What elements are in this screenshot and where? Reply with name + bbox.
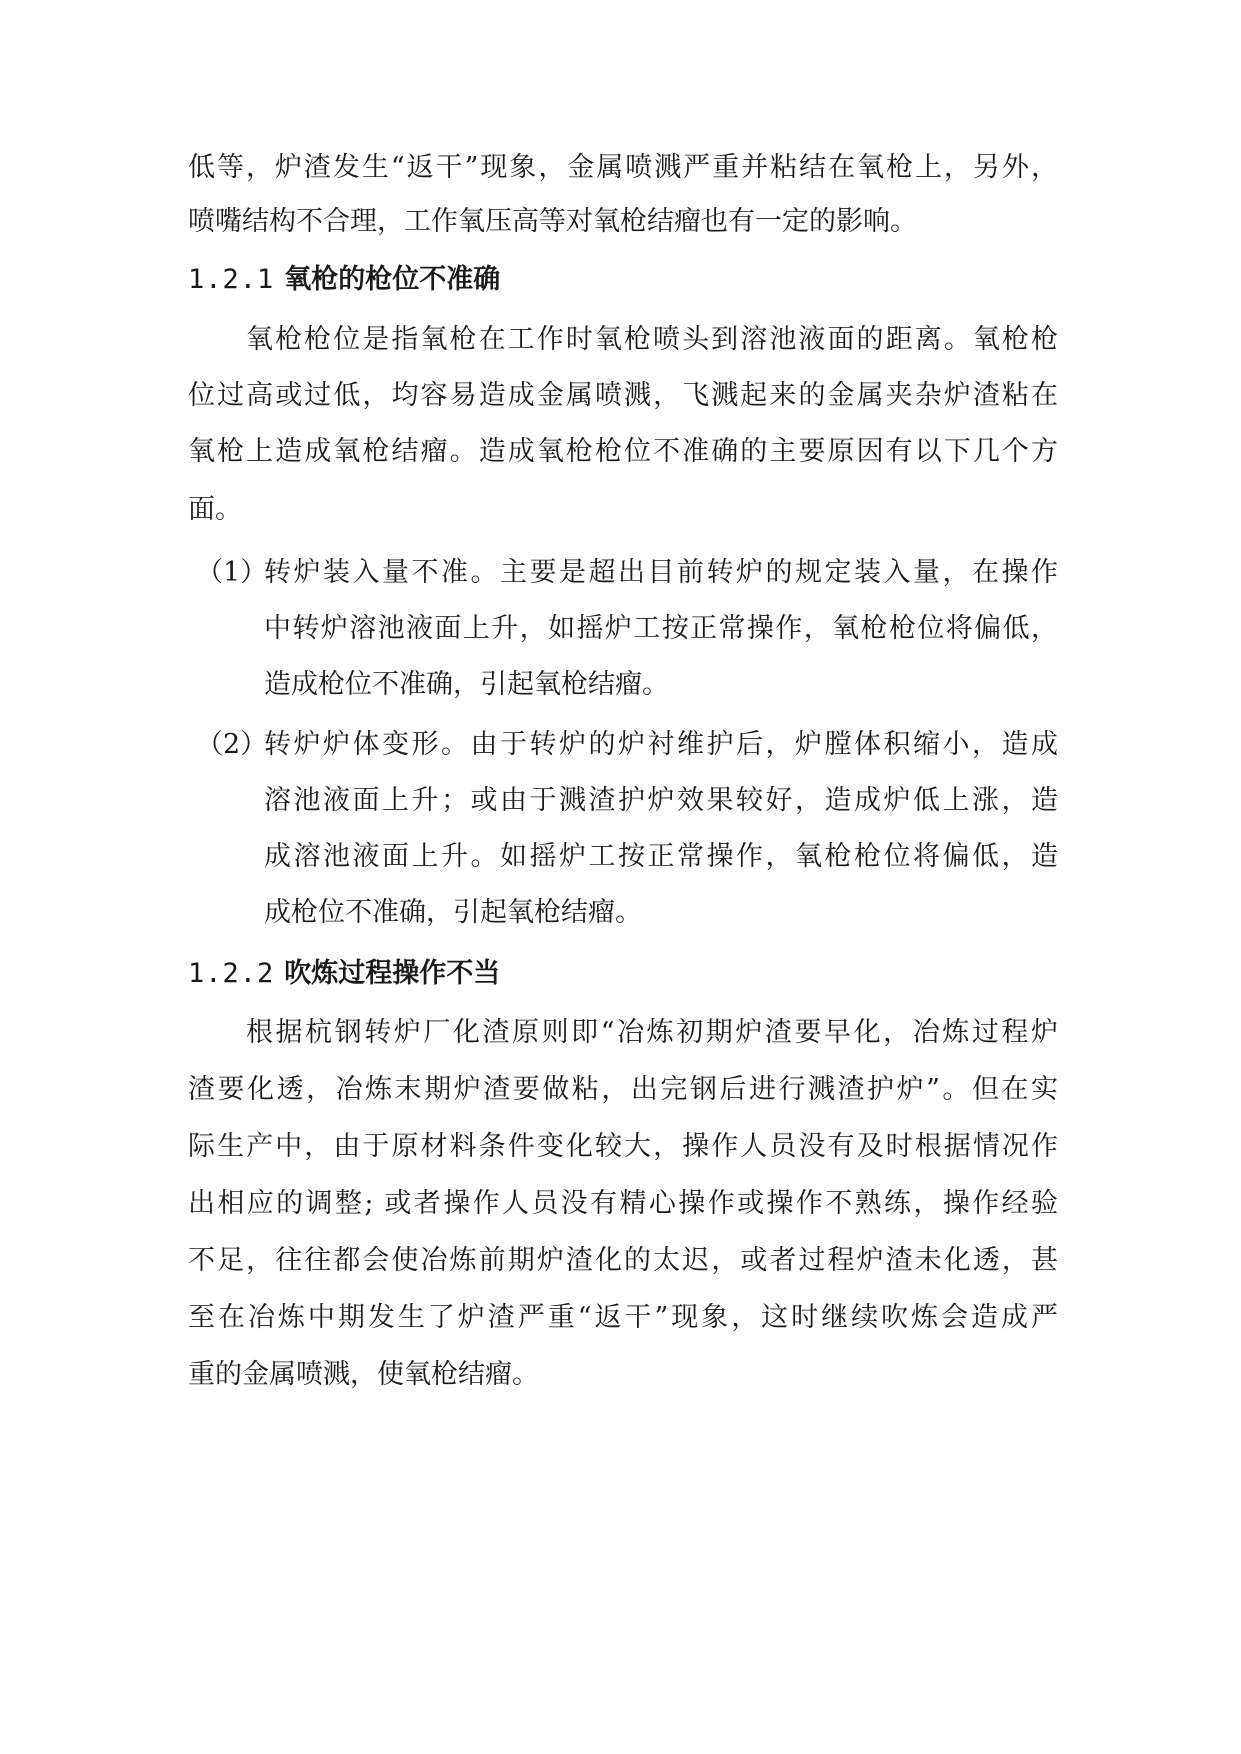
section-title: 氧枪的枪位不准确 [284,264,501,295]
paragraph-line: 根据杭钢转炉厂化渣原则即“冶炼初期炉渣要早化，冶炼过程炉 [246,1017,1058,1048]
list-item-line: 成溶池液面上升。如摇炉工按正常操作，氧枪枪位将偏低，造 [264,841,1058,872]
paragraph-line: 渣要化透，冶炼末期炉渣要做粘，出完钢后进行溅渣护炉”。但在实 [188,1074,1058,1105]
paragraph-line: 面。 [188,494,242,525]
paragraph-line: 重的金属喷溅，使氧枪结瘤。 [188,1359,539,1390]
section-heading-1-2-2 [188,955,1058,993]
section-heading-1-2-1 [188,261,1058,299]
section-title: 吹炼过程操作不当 [284,958,501,989]
paragraph-line: 不足，往往都会使冶炼前期炉渣化的太迟，或者过程炉渣未化透，甚 [188,1245,1058,1276]
list-item-line: 成枪位不准确，引起氧枪结瘤。 [264,897,642,928]
paragraph-line: 际生产中，由于原材料条件变化较大，操作人员没有及时根据情况作 [188,1131,1058,1162]
section-number: 1.2.2 [188,958,275,989]
intro-line-2: 喷嘴结构不合理，工作氧压高等对氧枪结瘤也有一定的影响。 [188,206,917,237]
intro-line-1: 低等，炉渣发生“返干”现象，金属喷溅严重并粘结在氧枪上，另外， [188,152,1058,183]
paragraph-line: 氧枪上造成氧枪结瘤。造成氧枪枪位不准确的主要原因有以下几个方 [188,436,1058,467]
list-item-line: 中转炉溶池液面上升，如摇炉工按正常操作，氧枪枪位将偏低， [264,613,1058,644]
paragraph-line: 位过高或过低，均容易造成金属喷溅，飞溅起来的金属夹杂炉渣粘在 [188,380,1058,411]
list-item-line: 转炉炉体变形。由于转炉的炉衬维护后，炉膛体积缩小，造成 [264,729,1058,760]
list-item-line: 转炉装入量不准。主要是超出目前转炉的规定装入量，在操作 [264,557,1058,588]
paragraph-line: 至在冶炼中期发生了炉渣严重“返干”现象，这时继续吹炼会造成严 [188,1302,1058,1333]
list-item-marker: （1） [196,557,268,588]
paragraph-line: 出相应的调整; 或者操作人员没有精心操作或操作不熟练，操作经验 [188,1188,1058,1219]
section-number: 1.2.1 [188,264,275,295]
list-item-line: 溶池液面上升；或由于溅渣护炉效果较好，造成炉低上涨，造 [264,785,1058,816]
list-item-line: 造成枪位不准确，引起氧枪结瘤。 [264,669,669,700]
paragraph-line: 氧枪枪位是指氧枪在工作时氧枪喷头到溶池液面的距离。氧枪枪 [246,324,1058,355]
list-item-marker: （2） [196,729,268,760]
